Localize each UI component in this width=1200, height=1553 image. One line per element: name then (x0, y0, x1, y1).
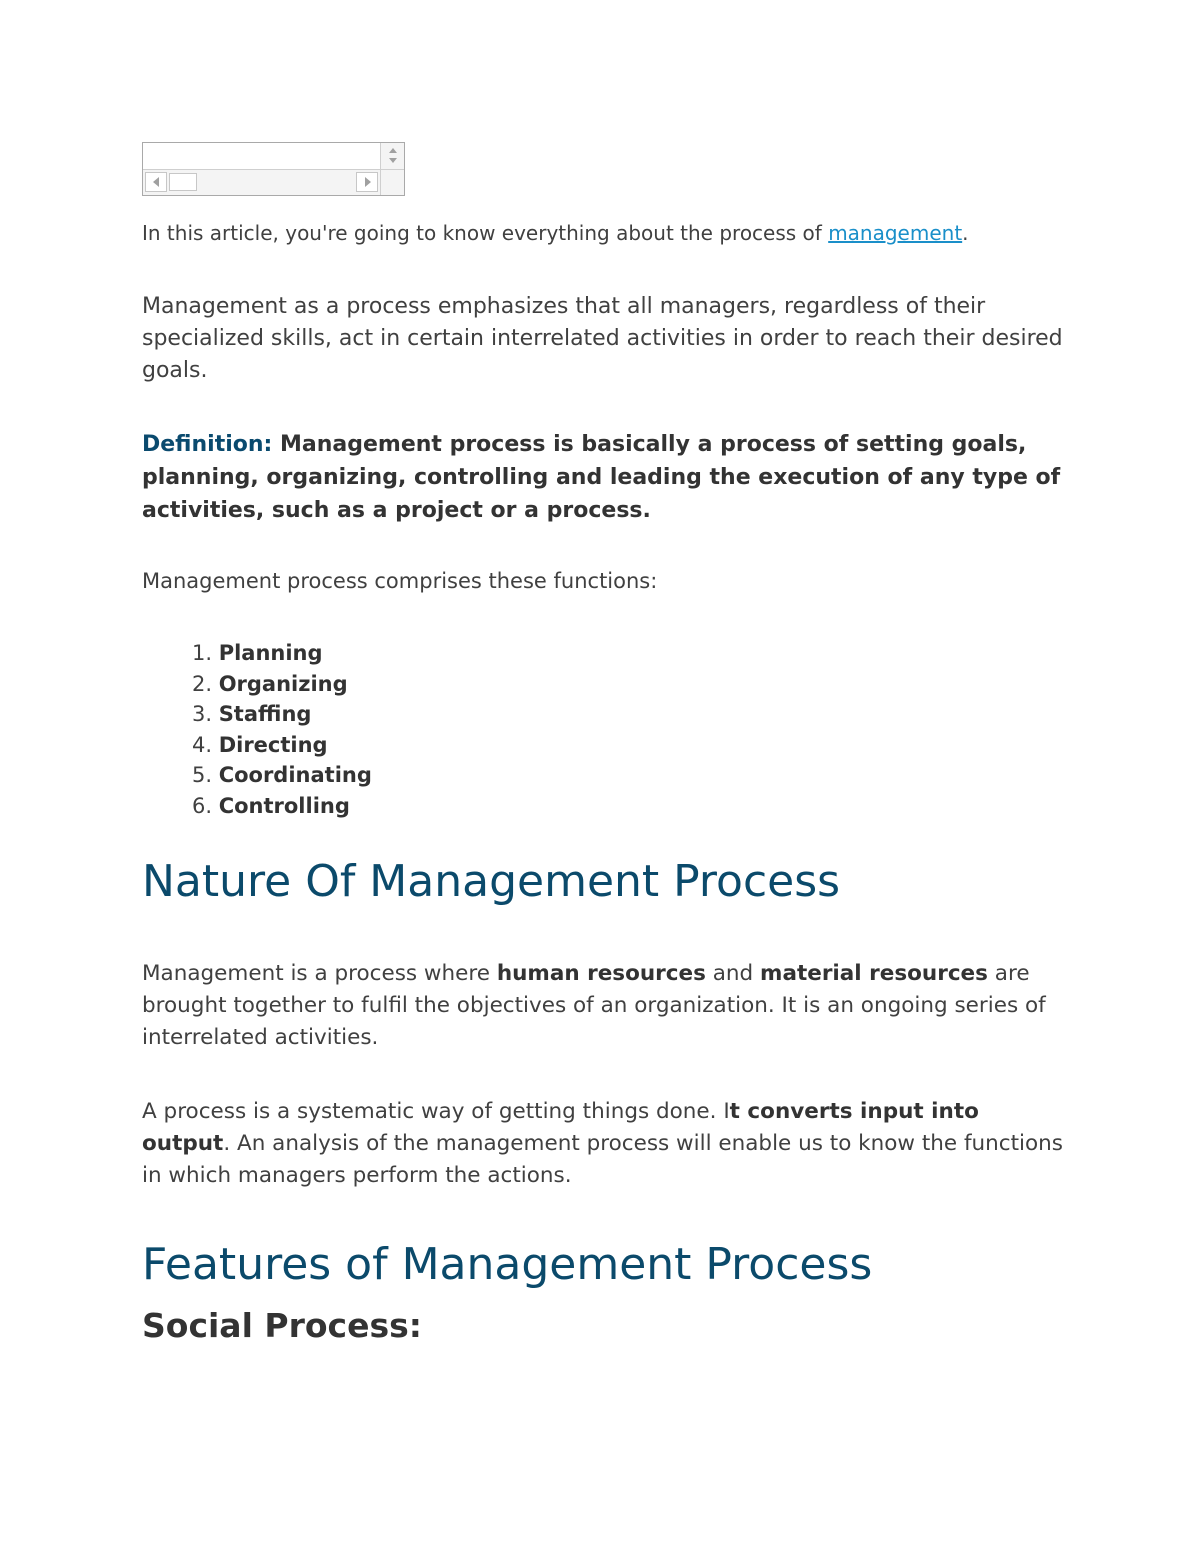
scroll-left-button[interactable] (145, 172, 167, 192)
management-link[interactable]: management (828, 221, 963, 245)
scroll-up-icon[interactable] (389, 148, 397, 153)
scroll-down-icon[interactable] (389, 158, 397, 163)
definition-text: Management process is basically a process of setting goals, planning, organizing, controlling and leading the execution of any type of activities, such as a project or a process. (142, 432, 1061, 523)
list-item: 3. Staffing (191, 702, 312, 727)
scroll-right-button[interactable] (356, 172, 378, 192)
scrollbar-corner (380, 169, 404, 195)
process-paragraph: Management as a process emphasizes that all managers, regardless of their specialized skills, act in certain interrelated activities in order to reach their desired goals. (142, 294, 1063, 383)
list-item: 4. Directing (191, 732, 328, 757)
heading-nature: Nature Of Management Process (142, 856, 841, 907)
systematic-paragraph: A process is a systematic way of getting things done. It converts input into output. An analysis of the management process will enable us to know the functions in which managers perform the actions. (142, 1099, 1063, 1188)
functions-list (142, 638, 372, 822)
definition-label: Definition: (142, 432, 273, 457)
chevron-right-icon (365, 177, 371, 187)
scrollable-textarea[interactable] (142, 142, 405, 196)
vertical-scrollbar[interactable] (380, 143, 404, 169)
definition-paragraph (142, 428, 1072, 527)
horizontal-scrollbar[interactable] (143, 169, 380, 195)
subheading-social-process: Social Process: (142, 1306, 422, 1345)
scroll-thumb[interactable] (169, 173, 197, 191)
list-item: 1. Planning (191, 641, 323, 665)
nature-paragraph: Management is a process where human resources and material resources are brought together to fulfil the objectives of an organization. It is an ongoing series of interrelated activities. (142, 961, 1046, 1050)
intro-paragraph: In this article, you're going to know everything about the process of management. (142, 221, 969, 245)
functions-intro: Management process comprises these functions: (142, 569, 658, 593)
list-item: 2. Organizing (191, 671, 348, 696)
list-item: 6. Controlling (191, 793, 350, 818)
heading-features: Features of Management Process (142, 1239, 873, 1290)
list-item: 5. Coordinating (191, 763, 372, 788)
chevron-left-icon (153, 177, 159, 187)
